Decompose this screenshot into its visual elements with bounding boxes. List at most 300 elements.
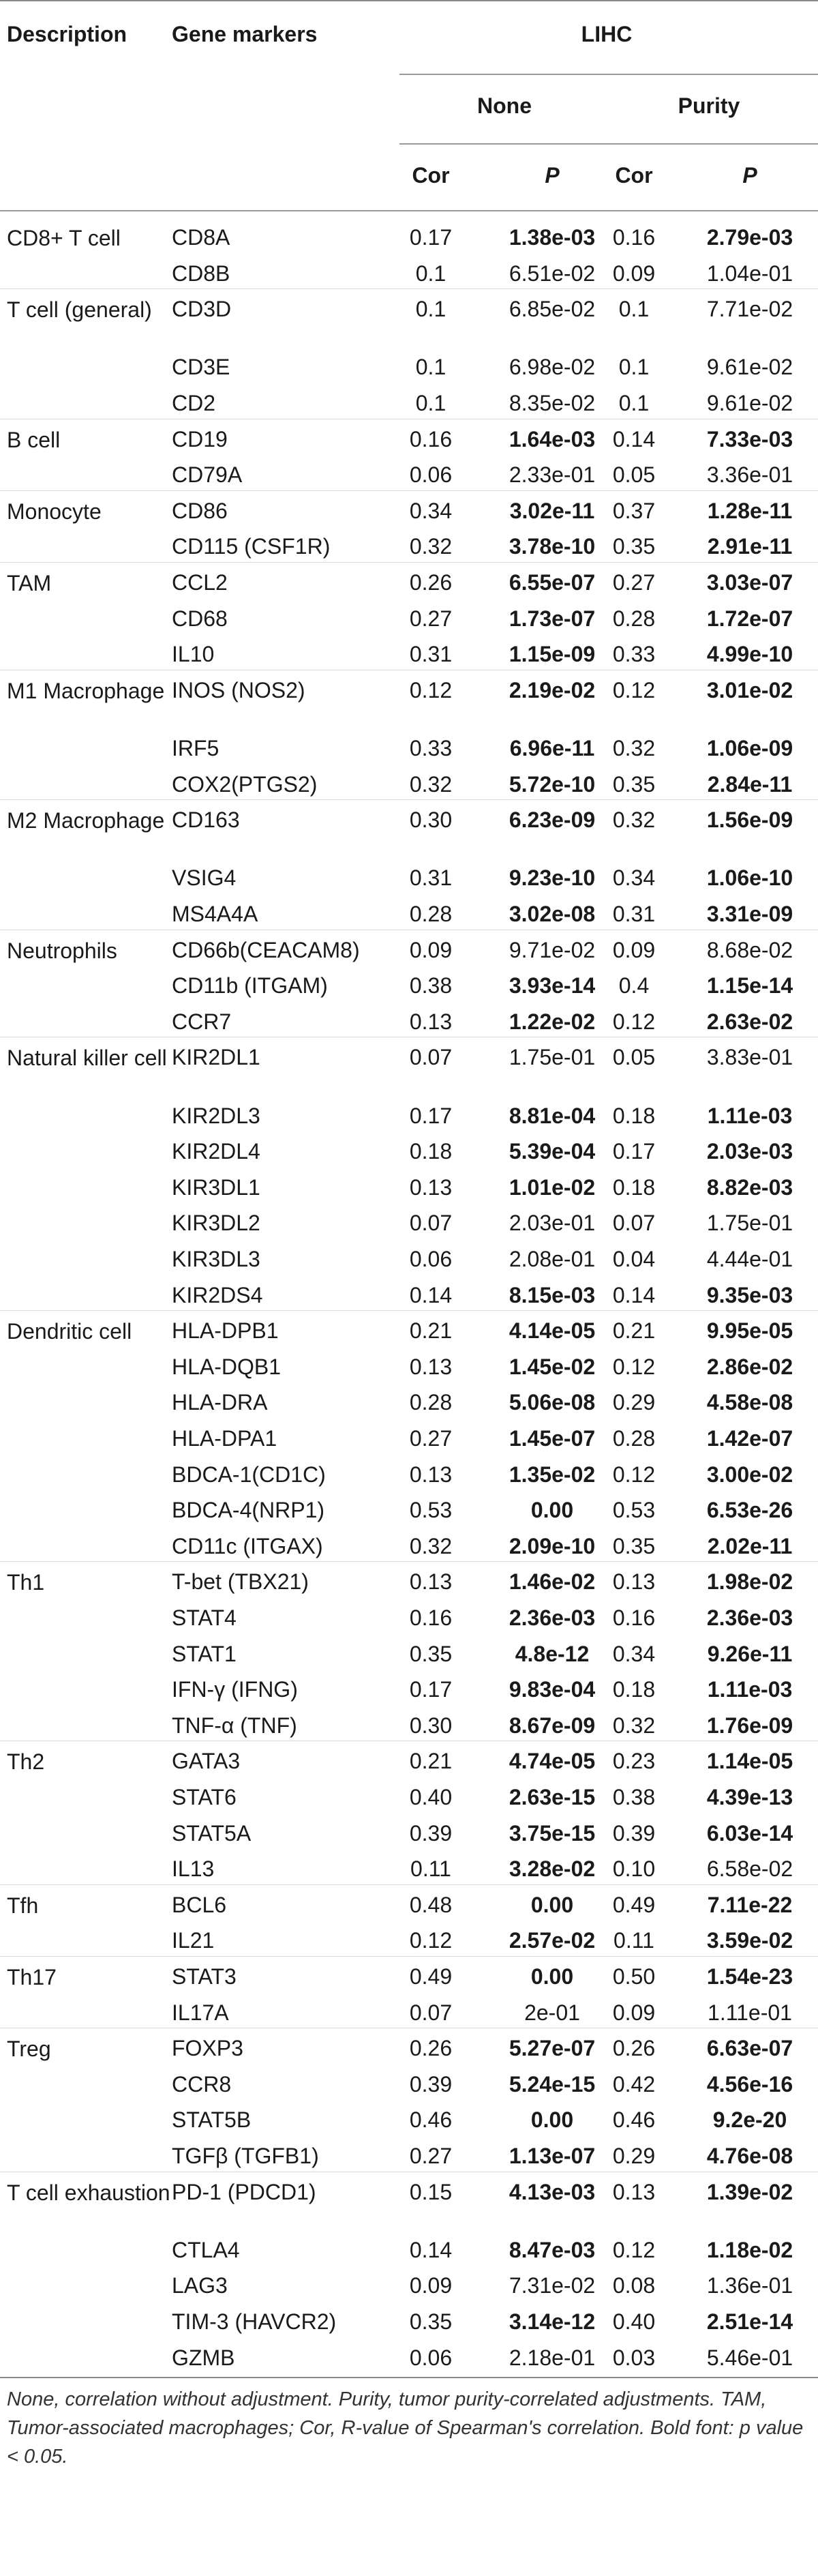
purity-cor-value: 0.12 xyxy=(612,1009,656,1034)
none-p-value: 6.55e-07 xyxy=(509,570,596,595)
purity-p-value: 3.03e-07 xyxy=(706,570,793,595)
purity-cor-value: 0.04 xyxy=(612,1247,656,1272)
purity-p-value: 2.91e-11 xyxy=(707,534,793,559)
row-description: Tfh xyxy=(7,1893,39,1918)
none-p-value: 0.00 xyxy=(530,1892,574,1917)
purity-p-value: 2.03e-03 xyxy=(706,1139,793,1164)
row-description: Natural killer cell xyxy=(7,1046,167,1071)
none-p-value: 2.36e-03 xyxy=(509,1605,596,1631)
purity-p-value: 1.14e-05 xyxy=(706,1749,793,1774)
row-description: TAM xyxy=(7,571,52,595)
none-p-value: 3.75e-15 xyxy=(509,1820,596,1846)
gene-marker: TGFβ (TGFB1) xyxy=(172,2144,319,2169)
purity-cor-value: 0.1 xyxy=(618,297,650,322)
purity-p-value: 2.36e-03 xyxy=(706,1605,793,1631)
purity-p-value: 1.39e-02 xyxy=(706,2179,793,2204)
table-bottom-rule xyxy=(0,2377,818,2378)
purity-p-value: 9.61e-02 xyxy=(706,355,793,380)
purity-cor-value: 0.09 xyxy=(612,937,656,962)
gene-marker: CD68 xyxy=(172,606,228,631)
purity-cor-value: 0.26 xyxy=(612,2036,656,2061)
none-cor-value: 0.21 xyxy=(409,1318,453,1344)
purity-p-value: 6.53e-26 xyxy=(706,1498,793,1523)
purity-p-value: 1.56e-09 xyxy=(706,808,793,833)
purity-p-value: 4.58e-08 xyxy=(706,1390,793,1415)
none-cor-value: 0.34 xyxy=(409,498,453,523)
header-gene-markers: Gene markers xyxy=(172,22,318,46)
purity-cor-value: 0.07 xyxy=(612,1211,656,1236)
purity-cor-value: 0.21 xyxy=(612,1318,656,1344)
none-p-value: 1.46e-02 xyxy=(509,1569,596,1595)
row-description: Neutrophils xyxy=(7,938,117,963)
none-p-value: 5.06e-08 xyxy=(509,1390,596,1415)
purity-cor-value: 0.46 xyxy=(612,2107,656,2133)
purity-cor-value: 0.03 xyxy=(612,2345,656,2370)
none-p-value: 1.45e-02 xyxy=(509,1354,596,1379)
row-description: Th17 xyxy=(7,1965,57,1990)
none-p-value: 4.74e-05 xyxy=(509,1749,596,1774)
none-p-value: 0.00 xyxy=(530,2107,574,2133)
none-cor-value: 0.38 xyxy=(409,973,453,998)
none-p-value: 4.13e-03 xyxy=(509,2179,596,2204)
none-cor-value: 0.14 xyxy=(409,1282,453,1307)
none-cor-value: 0.07 xyxy=(409,1045,453,1070)
gene-marker: STAT1 xyxy=(172,1641,237,1666)
purity-cor-value: 0.31 xyxy=(612,902,656,927)
none-p-value: 1.75e-01 xyxy=(509,1045,596,1070)
purity-cor-value: 0.12 xyxy=(612,2237,656,2262)
none-p-value: 6.85e-02 xyxy=(509,297,596,322)
gene-marker: KIR2DL3 xyxy=(172,1103,260,1128)
gene-marker: TNF-α (TNF) xyxy=(172,1713,297,1738)
purity-cor-value: 0.14 xyxy=(612,1282,656,1307)
none-cor-value: 0.40 xyxy=(409,1785,453,1810)
gene-marker: STAT4 xyxy=(172,1605,237,1631)
gene-marker: STAT5B xyxy=(172,2107,252,2133)
row-description: Monocyte xyxy=(7,499,102,524)
purity-p-value: 1.98e-02 xyxy=(706,1569,793,1595)
purity-p-value: 3.59e-02 xyxy=(706,1928,793,1953)
purity-cor-value: 0.13 xyxy=(612,2179,656,2204)
none-cor-value: 0.53 xyxy=(409,1498,453,1523)
row-description: Dendritic cell xyxy=(7,1319,132,1344)
gene-marker: BDCA-1(CD1C) xyxy=(172,1462,326,1487)
purity-p-value: 1.04e-01 xyxy=(706,261,793,286)
none-p-value: 5.72e-10 xyxy=(509,771,596,797)
gene-marker: GATA3 xyxy=(172,1749,241,1774)
purity-cor-value: 0.13 xyxy=(612,1569,656,1595)
purity-p-value: 8.68e-02 xyxy=(706,937,793,962)
purity-p-value: 8.82e-03 xyxy=(706,1174,793,1200)
gene-marker: KIR3DL1 xyxy=(172,1174,260,1200)
purity-cor-value: 0.18 xyxy=(612,1174,656,1200)
gene-marker: CD19 xyxy=(172,426,228,451)
gene-marker: CCR7 xyxy=(172,1009,232,1034)
purity-cor-value: 0.09 xyxy=(612,2000,656,2025)
group-separator xyxy=(0,1561,818,1562)
purity-cor-value: 0.35 xyxy=(612,1533,656,1558)
purity-p-value: 3.01e-02 xyxy=(706,677,793,702)
purity-p-value: 6.63e-07 xyxy=(706,2036,793,2061)
group-separator xyxy=(0,799,818,800)
none-cor-value: 0.13 xyxy=(409,1354,453,1379)
gene-marker: GZMB xyxy=(172,2345,235,2370)
gene-marker: KIR2DL4 xyxy=(172,1139,260,1164)
purity-cor-value: 0.1 xyxy=(618,355,650,380)
group-separator xyxy=(0,1956,818,1957)
none-cor-value: 0.35 xyxy=(409,2309,453,2335)
purity-p-value: 9.35e-03 xyxy=(706,1282,793,1307)
none-cor-value: 0.31 xyxy=(409,865,453,891)
none-p-value: 1.38e-03 xyxy=(509,225,596,250)
gene-marker: CD11c (ITGAX) xyxy=(172,1533,323,1558)
purity-p-value: 4.56e-16 xyxy=(706,2071,793,2097)
gene-marker: BDCA-4(NRP1) xyxy=(172,1498,325,1523)
none-cor-value: 0.26 xyxy=(409,570,453,595)
none-cor-value: 0.11 xyxy=(410,1856,451,1882)
purity-p-value: 1.72e-07 xyxy=(706,606,793,631)
purity-p-value: 9.26e-11 xyxy=(707,1641,793,1666)
purity-p-value: 1.36e-01 xyxy=(706,2273,793,2298)
none-cor-value: 0.13 xyxy=(409,1009,453,1034)
header-bottom-rule xyxy=(0,210,818,211)
purity-cor-value: 0.37 xyxy=(612,498,656,523)
purity-p-value: 1.54e-23 xyxy=(706,1964,793,1989)
gene-marker: IL13 xyxy=(172,1856,215,1882)
none-cor-value: 0.14 xyxy=(409,2237,453,2262)
none-cor-value: 0.1 xyxy=(415,391,446,415)
none-cor-value: 0.16 xyxy=(409,426,453,451)
none-p-value: 3.02e-08 xyxy=(509,902,596,927)
none-cor-value: 0.09 xyxy=(409,2273,453,2298)
purity-p-value: 4.76e-08 xyxy=(706,2144,793,2169)
purity-p-value: 4.44e-01 xyxy=(706,1247,793,1272)
gene-marker: KIR2DS4 xyxy=(172,1282,263,1307)
none-p-value: 5.24e-15 xyxy=(509,2071,596,2097)
gene-marker: CD86 xyxy=(172,498,228,523)
purity-p-value: 6.58e-02 xyxy=(706,1856,793,1882)
none-p-value: 8.67e-09 xyxy=(509,1713,596,1738)
purity-cor-value: 0.29 xyxy=(612,1390,656,1415)
none-cor-value: 0.48 xyxy=(409,1892,453,1917)
purity-cor-value: 0.14 xyxy=(612,426,656,451)
none-p-value: 6.96e-11 xyxy=(509,736,595,761)
none-cor-value: 0.35 xyxy=(409,1641,453,1666)
none-cor-value: 0.17 xyxy=(409,1677,453,1702)
none-p-value: 2.09e-10 xyxy=(509,1533,596,1558)
none-cor-value: 0.28 xyxy=(409,902,453,927)
none-cor-value: 0.1 xyxy=(415,355,446,380)
gene-marker: HLA-DPA1 xyxy=(172,1426,277,1451)
purity-p-value: 1.11e-03 xyxy=(707,1677,793,1702)
gene-marker: INOS (NOS2) xyxy=(172,677,305,702)
purity-cor-value: 0.28 xyxy=(612,1426,656,1451)
none-cor-value: 0.27 xyxy=(409,2144,453,2169)
none-p-value: 2.19e-02 xyxy=(509,677,596,702)
none-cor-value: 0.30 xyxy=(409,808,453,833)
purity-p-value: 1.42e-07 xyxy=(706,1426,793,1451)
gene-marker: IL17A xyxy=(172,2000,229,2025)
none-p-value: 2.03e-01 xyxy=(509,1211,596,1236)
purity-p-value: 1.06e-09 xyxy=(706,736,793,761)
none-cor-value: 0.1 xyxy=(415,261,446,286)
purity-p-value: 2.86e-02 xyxy=(706,1354,793,1379)
purity-p-value: 9.61e-02 xyxy=(706,391,793,415)
row-description: T cell (general) xyxy=(7,297,152,323)
none-p-value: 9.23e-10 xyxy=(509,865,596,891)
purity-cor-value: 0.35 xyxy=(612,771,656,797)
none-p-value: 1.13e-07 xyxy=(509,2144,596,2169)
purity-p-value: 4.39e-13 xyxy=(706,1785,793,1810)
purity-cor-value: 0.53 xyxy=(612,1498,656,1523)
purity-cor-value: 0.16 xyxy=(612,225,656,250)
purity-cor-value: 0.12 xyxy=(612,1354,656,1379)
gene-marker: CD11b (ITGAM) xyxy=(172,973,328,998)
none-p-value: 2.57e-02 xyxy=(509,1928,596,1953)
purity-cor-value: 0.23 xyxy=(612,1749,656,1774)
purity-cor-value: 0.34 xyxy=(612,1641,656,1666)
none-cor-value: 0.09 xyxy=(409,937,453,962)
row-description: Th2 xyxy=(7,1749,45,1775)
purity-p-value: 2.84e-11 xyxy=(707,771,793,797)
none-cor-value: 0.1 xyxy=(415,297,446,322)
purity-cor-value: 0.1 xyxy=(618,391,650,415)
none-p-value: 3.93e-14 xyxy=(509,973,596,998)
none-cor-value: 0.33 xyxy=(409,736,453,761)
none-cor-value: 0.07 xyxy=(409,1211,453,1236)
none-cor-value: 0.32 xyxy=(409,534,453,559)
purity-cor-value: 0.18 xyxy=(612,1103,656,1128)
none-cor-value: 0.30 xyxy=(409,1713,453,1738)
header-sub-rule-1 xyxy=(399,74,818,75)
gene-marker: KIR2DL1 xyxy=(172,1045,260,1070)
none-p-value: 1.15e-09 xyxy=(509,642,596,667)
purity-cor-value: 0.32 xyxy=(612,736,656,761)
purity-p-value: 2.02e-11 xyxy=(707,1533,793,1558)
table-footnote: None, correlation without adjustment. Purity, tumor purity-correlated adjustments. TAM, Tumor-associated macrophages; Cor, R-value of Spearman's correlation. Bold font: p value < 0.05. xyxy=(7,2388,804,2468)
none-p-value: 3.02e-11 xyxy=(509,498,595,523)
gene-marker: CD66b(CEACAM8) xyxy=(172,937,360,962)
group-separator xyxy=(0,288,818,289)
purity-p-value: 3.00e-02 xyxy=(706,1462,793,1487)
purity-p-value: 6.03e-14 xyxy=(706,1820,793,1846)
none-cor-value: 0.07 xyxy=(409,2000,453,2025)
gene-marker: FOXP3 xyxy=(172,2036,243,2061)
header-none-p: P xyxy=(545,163,560,188)
none-p-value: 2.63e-15 xyxy=(509,1785,596,1810)
none-p-value: 7.31e-02 xyxy=(509,2273,596,2298)
none-p-value: 8.47e-03 xyxy=(509,2237,596,2262)
none-cor-value: 0.06 xyxy=(409,2345,453,2370)
purity-p-value: 1.11e-03 xyxy=(707,1103,793,1128)
purity-cor-value: 0.11 xyxy=(614,1928,654,1953)
purity-cor-value: 0.12 xyxy=(612,677,656,702)
purity-p-value: 9.2e-20 xyxy=(712,2107,787,2133)
purity-p-value: 1.06e-10 xyxy=(706,865,793,891)
purity-cor-value: 0.34 xyxy=(612,865,656,891)
none-cor-value: 0.49 xyxy=(409,1964,453,1989)
gene-marker: IL21 xyxy=(172,1928,215,1953)
none-p-value: 2.18e-01 xyxy=(509,2345,596,2370)
none-p-value: 5.39e-04 xyxy=(509,1139,596,1164)
gene-marker: CD8A xyxy=(172,225,230,250)
purity-cor-value: 0.32 xyxy=(612,808,656,833)
none-p-value: 9.83e-04 xyxy=(509,1677,596,1702)
none-cor-value: 0.17 xyxy=(409,1103,453,1128)
purity-cor-value: 0.32 xyxy=(612,1713,656,1738)
purity-cor-value: 0.42 xyxy=(612,2071,656,2097)
gene-marker: CD115 (CSF1R) xyxy=(172,534,331,559)
gene-marker: CD2 xyxy=(172,391,216,415)
purity-cor-value: 0.09 xyxy=(612,261,656,286)
purity-p-value: 3.83e-01 xyxy=(706,1045,793,1070)
purity-p-value: 1.15e-14 xyxy=(706,973,793,998)
none-cor-value: 0.15 xyxy=(409,2179,453,2204)
purity-cor-value: 0.39 xyxy=(612,1820,656,1846)
purity-p-value: 7.11e-22 xyxy=(707,1892,793,1917)
none-p-value: 9.71e-02 xyxy=(509,937,596,962)
none-p-value: 6.51e-02 xyxy=(509,261,596,286)
gene-marker: T-bet (TBX21) xyxy=(172,1569,309,1595)
none-cor-value: 0.17 xyxy=(409,225,453,250)
purity-p-value: 1.28e-11 xyxy=(707,498,793,523)
gene-marker: IL10 xyxy=(172,642,215,667)
header-purity: Purity xyxy=(678,93,740,118)
none-cor-value: 0.16 xyxy=(409,1605,453,1631)
gene-marker: BCL6 xyxy=(172,1892,227,1917)
gene-marker: MS4A4A xyxy=(172,902,258,927)
gene-marker: IRF5 xyxy=(172,736,219,761)
purity-p-value: 1.75e-01 xyxy=(706,1211,793,1236)
gene-marker: HLA-DPB1 xyxy=(172,1318,279,1344)
group-separator xyxy=(0,490,818,491)
gene-marker: CTLA4 xyxy=(172,2237,240,2262)
row-description: Treg xyxy=(7,2037,51,2062)
none-p-value: 3.78e-10 xyxy=(509,534,596,559)
gene-marker: KIR3DL3 xyxy=(172,1247,260,1272)
gene-marker: TIM-3 (HAVCR2) xyxy=(172,2309,337,2335)
gene-marker: CCR8 xyxy=(172,2071,232,2097)
none-p-value: 3.28e-02 xyxy=(509,1856,596,1882)
gene-marker: STAT6 xyxy=(172,1785,237,1810)
purity-p-value: 7.33e-03 xyxy=(706,426,793,451)
none-cor-value: 0.12 xyxy=(409,677,453,702)
none-p-value: 2.08e-01 xyxy=(509,1247,596,1272)
purity-cor-value: 0.17 xyxy=(612,1139,656,1164)
purity-p-value: 2.63e-02 xyxy=(706,1009,793,1034)
purity-cor-value: 0.29 xyxy=(612,2144,656,2169)
none-cor-value: 0.13 xyxy=(409,1569,453,1595)
group-separator xyxy=(0,1884,818,1885)
purity-cor-value: 0.16 xyxy=(612,1605,656,1631)
purity-cor-value: 0.27 xyxy=(612,570,656,595)
none-p-value: 0.00 xyxy=(530,1498,574,1523)
purity-cor-value: 0.4 xyxy=(618,973,650,998)
header-group-lihc: LIHC xyxy=(581,22,633,46)
purity-p-value: 1.18e-02 xyxy=(706,2237,793,2262)
gene-marker: CD8B xyxy=(172,261,230,286)
gene-marker: PD-1 (PDCD1) xyxy=(172,2179,316,2204)
gene-marker: CD163 xyxy=(172,808,240,833)
purity-p-value: 2.51e-14 xyxy=(706,2309,793,2335)
none-cor-value: 0.18 xyxy=(409,1139,453,1164)
none-cor-value: 0.46 xyxy=(409,2107,453,2133)
purity-cor-value: 0.49 xyxy=(612,1892,656,1917)
purity-cor-value: 0.50 xyxy=(612,1964,656,1989)
none-p-value: 2e-01 xyxy=(524,2000,580,2025)
row-description: T cell exhaustion xyxy=(7,2180,170,2205)
none-p-value: 2.33e-01 xyxy=(509,462,596,488)
header-purity-p: P xyxy=(742,163,757,188)
none-cor-value: 0.06 xyxy=(409,462,453,488)
header-sub-rule-2 xyxy=(399,143,818,145)
purity-p-value: 2.79e-03 xyxy=(706,225,793,250)
none-p-value: 1.01e-02 xyxy=(509,1174,596,1200)
gene-marker: IFN-γ (IFNG) xyxy=(172,1677,298,1702)
purity-cor-value: 0.08 xyxy=(612,2273,656,2298)
none-cor-value: 0.12 xyxy=(409,1928,453,1953)
none-p-value: 6.98e-02 xyxy=(509,355,596,380)
purity-cor-value: 0.38 xyxy=(612,1785,656,1810)
header-purity-cor: Cor xyxy=(615,163,653,188)
purity-cor-value: 0.40 xyxy=(612,2309,656,2335)
header-none: None xyxy=(477,93,532,118)
row-description: M1 Macrophage xyxy=(7,678,165,703)
row-description: Th1 xyxy=(7,1570,45,1595)
none-cor-value: 0.21 xyxy=(409,1749,453,1774)
gene-marker: KIR3DL2 xyxy=(172,1211,260,1236)
gene-marker: LAG3 xyxy=(172,2273,228,2298)
none-p-value: 8.35e-02 xyxy=(509,391,596,415)
none-p-value: 1.73e-07 xyxy=(509,606,596,631)
purity-cor-value: 0.05 xyxy=(612,1045,656,1070)
row-description: M2 Macrophage xyxy=(7,808,165,833)
purity-cor-value: 0.28 xyxy=(612,606,656,631)
table-top-rule xyxy=(0,0,818,1)
none-cor-value: 0.32 xyxy=(409,1533,453,1558)
purity-p-value: 3.31e-09 xyxy=(706,902,793,927)
row-description: B cell xyxy=(7,427,61,452)
gene-marker: HLA-DQB1 xyxy=(172,1354,282,1379)
gene-marker: CCL2 xyxy=(172,570,228,595)
none-cor-value: 0.13 xyxy=(409,1174,453,1200)
purity-p-value: 5.46e-01 xyxy=(706,2345,793,2370)
group-separator xyxy=(0,562,818,563)
none-p-value: 8.15e-03 xyxy=(509,1282,596,1307)
none-p-value: 1.35e-02 xyxy=(509,1462,596,1487)
purity-p-value: 7.71e-02 xyxy=(706,297,793,322)
none-cor-value: 0.06 xyxy=(409,1247,453,1272)
purity-cor-value: 0.18 xyxy=(612,1677,656,1702)
gene-marker: COX2(PTGS2) xyxy=(172,771,318,797)
purity-p-value: 1.76e-09 xyxy=(706,1713,793,1738)
purity-p-value: 9.95e-05 xyxy=(706,1318,793,1344)
header-none-cor: Cor xyxy=(412,163,450,188)
none-p-value: 1.45e-07 xyxy=(509,1426,596,1451)
none-p-value: 0.00 xyxy=(530,1964,574,1989)
purity-cor-value: 0.33 xyxy=(612,642,656,667)
none-p-value: 4.8e-12 xyxy=(515,1641,590,1666)
none-cor-value: 0.26 xyxy=(409,2036,453,2061)
gene-marker: CD79A xyxy=(172,462,243,488)
row-description: CD8+ T cell xyxy=(7,226,121,250)
gene-marker: CD3E xyxy=(172,355,230,380)
none-p-value: 3.14e-12 xyxy=(509,2309,596,2335)
purity-p-value: 3.36e-01 xyxy=(706,462,793,488)
none-cor-value: 0.31 xyxy=(409,642,453,667)
purity-p-value: 4.99e-10 xyxy=(706,642,793,667)
none-cor-value: 0.32 xyxy=(409,771,453,797)
